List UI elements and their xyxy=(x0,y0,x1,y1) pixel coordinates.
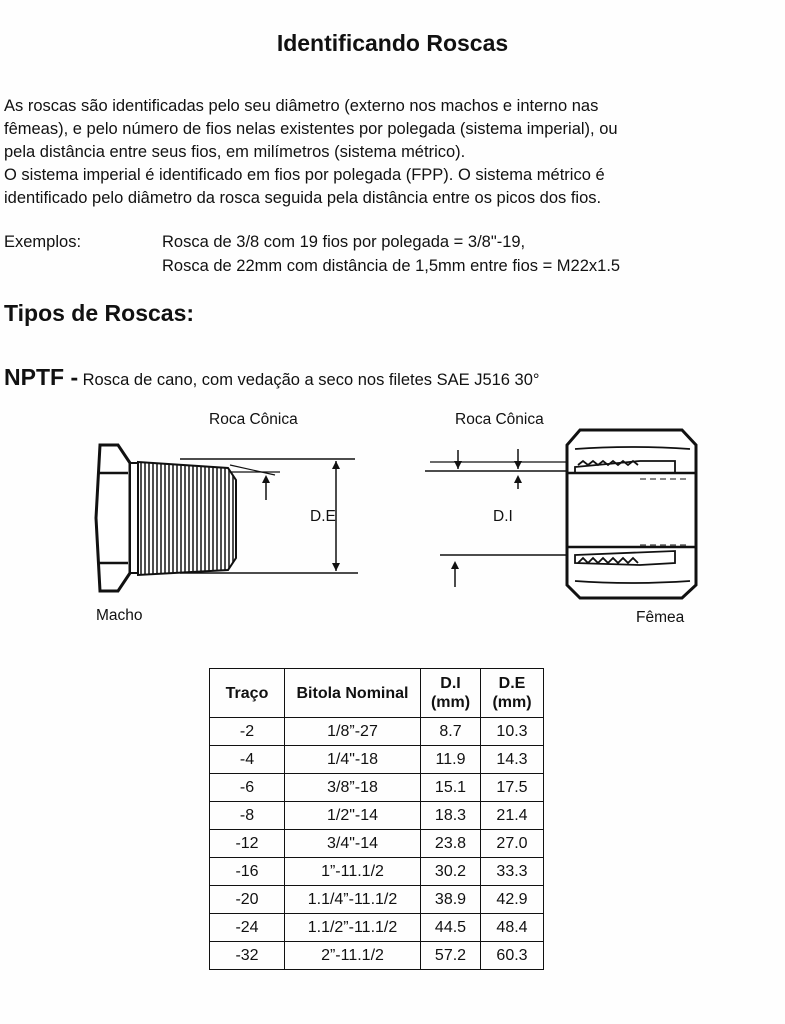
page-title: Identificando Roscas xyxy=(276,30,509,56)
male-label: Macho xyxy=(96,607,143,624)
cell-di: 15.1 xyxy=(421,774,481,802)
female-label: Fêmea xyxy=(636,609,685,626)
thread-diagram-svg xyxy=(0,405,785,635)
cell-bitola: 3/8”-18 xyxy=(285,774,421,802)
cell-bitola: 3/4"-14 xyxy=(285,830,421,858)
nptf-description: Rosca de cano, com vedação a seco nos filetes SAE J516 30° xyxy=(82,371,540,389)
cell-de: 60.3 xyxy=(481,942,544,970)
cell-di: 8.7 xyxy=(421,718,481,746)
intro-line: pela distância entre seus fios, em milímetros (sistema métrico). xyxy=(4,143,466,161)
di-label: D.I xyxy=(493,508,513,525)
table-row xyxy=(210,774,544,802)
nptf-heading xyxy=(4,364,540,391)
cell-di: 38.9 xyxy=(421,886,481,914)
col-header-di: D.I (mm) xyxy=(421,669,481,718)
examples-label: Exemplos: xyxy=(4,233,82,251)
cell-bitola: 1.1/2”-11.1/2 xyxy=(285,914,421,942)
table-header-row xyxy=(210,669,544,718)
cell-bitola: 1/4"-18 xyxy=(285,746,421,774)
example-line: Rosca de 22mm com distância de 1,5mm entre fios = M22x1.5 xyxy=(162,257,621,275)
cell-traco: -12 xyxy=(210,830,285,858)
table-row xyxy=(210,718,544,746)
cell-traco: -6 xyxy=(210,774,285,802)
cell-di: 57.2 xyxy=(421,942,481,970)
nptf-name: NPTF - xyxy=(4,364,79,390)
cell-di: 30.2 xyxy=(421,858,481,886)
cell-bitola: 1/2"-14 xyxy=(285,802,421,830)
example-line: Rosca de 3/8 com 19 fios por polegada = 3/8"-19, xyxy=(162,233,526,251)
intro-line: As roscas são identificadas pelo seu diâmetro (externo nos machos e interno nas xyxy=(4,97,599,115)
intro-line: identificado pelo diâmetro da rosca seguida pela distância entre os picos dos fios. xyxy=(4,189,602,207)
male-fitting xyxy=(96,445,236,591)
cell-de: 27.0 xyxy=(481,830,544,858)
table-row xyxy=(210,858,544,886)
cell-di: 23.8 xyxy=(421,830,481,858)
cell-traco: -2 xyxy=(210,718,285,746)
intro-line: O sistema imperial é identificado em fios por polegada (FPP). O sistema métrico é xyxy=(4,166,605,184)
table-row xyxy=(210,746,544,774)
cell-traco: -24 xyxy=(210,914,285,942)
cell-traco: -20 xyxy=(210,886,285,914)
cell-di: 44.5 xyxy=(421,914,481,942)
intro-line: fêmeas), e pelo número de fios nelas existentes por polegada (sistema imperial), ou xyxy=(4,120,618,138)
cell-di: 11.9 xyxy=(421,746,481,774)
col-header-bitola: Bitola Nominal xyxy=(285,669,421,718)
cell-traco: -4 xyxy=(210,746,285,774)
col-header-traco: Traço xyxy=(210,669,285,718)
female-taper-label: Roca Cônica xyxy=(455,411,544,428)
cell-de: 21.4 xyxy=(481,802,544,830)
table-row xyxy=(210,914,544,942)
cell-de: 48.4 xyxy=(481,914,544,942)
cell-traco: -16 xyxy=(210,858,285,886)
cell-bitola: 1”-11.1/2 xyxy=(285,858,421,886)
cell-de: 14.3 xyxy=(481,746,544,774)
table-row xyxy=(210,942,544,970)
cell-de: 10.3 xyxy=(481,718,544,746)
cell-bitola: 1.1/4”-11.1/2 xyxy=(285,886,421,914)
cell-di: 18.3 xyxy=(421,802,481,830)
table-row xyxy=(210,886,544,914)
cell-bitola: 1/8”-27 xyxy=(285,718,421,746)
col-header-de: D.E (mm) xyxy=(481,669,544,718)
nptf-dimensions-table xyxy=(209,668,544,970)
section-title: Tipos de Roscas: xyxy=(4,300,195,326)
table-row xyxy=(210,802,544,830)
cell-de: 33.3 xyxy=(481,858,544,886)
male-taper-label: Roca Cônica xyxy=(209,411,298,428)
cell-bitola: 2”-11.1/2 xyxy=(285,942,421,970)
thread-diagram xyxy=(0,405,785,640)
table-row xyxy=(210,830,544,858)
female-fitting xyxy=(567,430,696,598)
cell-traco: -8 xyxy=(210,802,285,830)
cell-traco: -32 xyxy=(210,942,285,970)
cell-de: 17.5 xyxy=(481,774,544,802)
de-label: D.E xyxy=(310,508,336,525)
cell-de: 42.9 xyxy=(481,886,544,914)
